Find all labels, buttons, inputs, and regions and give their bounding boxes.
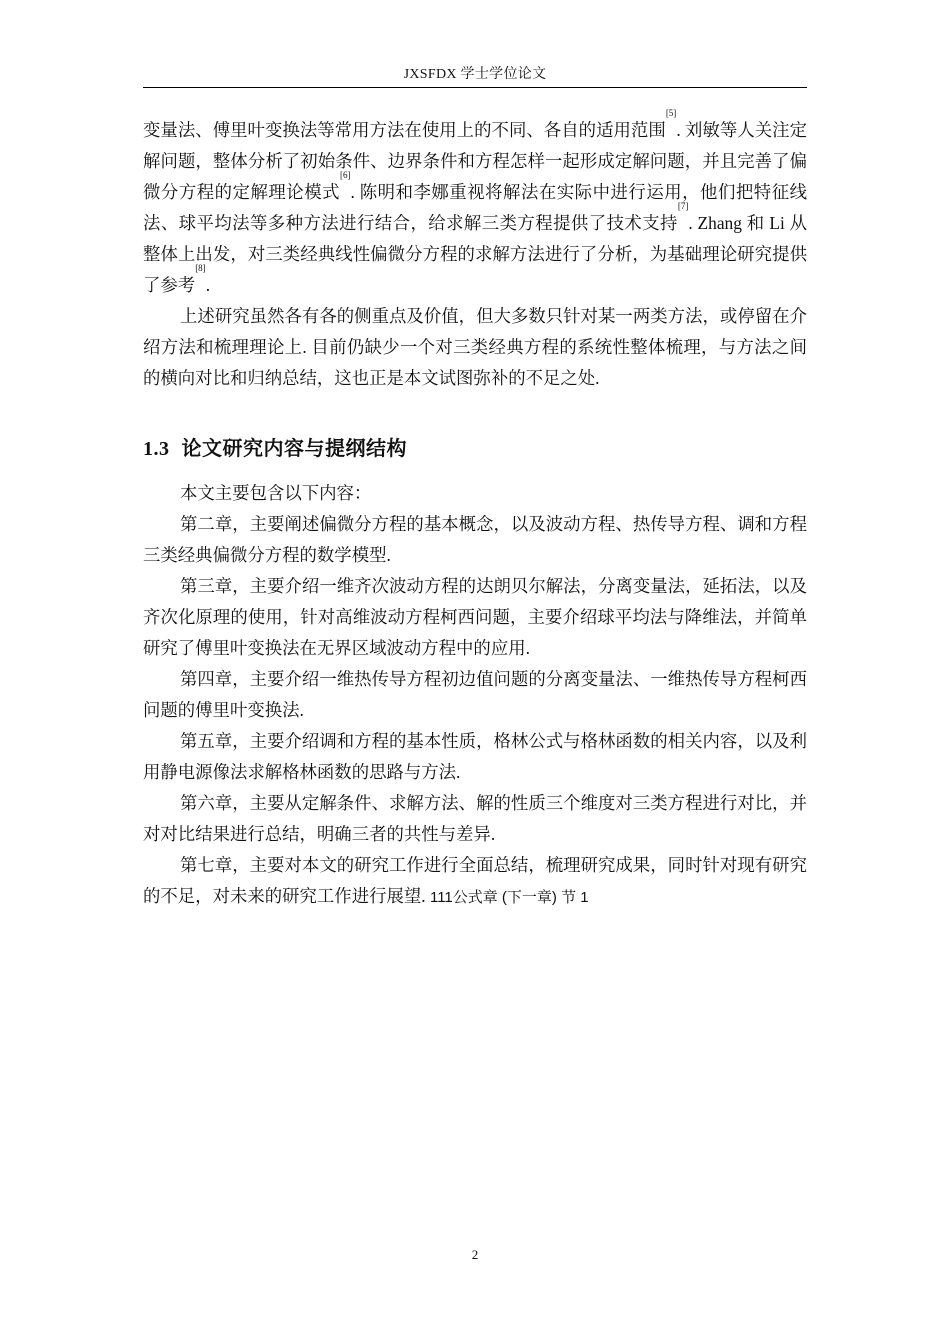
chapter-5-summary: 第五章，主要介绍调和方程的基本性质，格林公式与格林函数的相关内容，以及利用静电源像法求解格林函数的思路与方法. — [143, 731, 807, 782]
chapter-6-summary: 第六章，主要从定解条件、求解方法、解的性质三个维度对三类方程进行对比，并对对比结果进行总结，明确三者的共性与差异. — [143, 793, 807, 844]
chapter-4-summary: 第四章，主要介绍一维热传导方程初边值问题的分离变量法、一维热传导方程柯西问题的傅里叶变换法. — [143, 669, 807, 720]
page-number: 2 — [471, 1247, 479, 1262]
review-text-1: 变量法、傅里叶变换法等常用方法在使用上的不同、各自的适用范围 — [143, 120, 666, 140]
citation-8[interactable]: [8] — [195, 263, 206, 273]
citation-5[interactable]: [5] — [665, 108, 677, 118]
running-header: JXSFDX 学士学位论文 — [403, 67, 547, 82]
citation-6[interactable]: [6] — [340, 170, 351, 180]
chapter-2-summary: 第二章，主要阐述偏微分方程的基本概念，以及波动方程、热传导方程、调和方程三类经典偏微分方程的数学模型. — [143, 514, 807, 565]
section-number: 1.3 — [143, 438, 170, 460]
review-text-4: . Zhang 和 Li 从整体上出发，对三类经典线性偏微分方程的求解方法进行了分析，为基础理论研究提供了参考 — [143, 213, 807, 295]
review-text-5: . — [205, 275, 211, 295]
literature-review-paragraph — [143, 108, 807, 301]
review-text-2: . 刘敏等人关注定解问题，整体分析了初始条件、边界条件和方程怎样一起形成定解问题，并且完善了偏微分方程的定解理论模式 — [143, 120, 807, 202]
page-body — [143, 108, 807, 913]
review-text-3: . 陈明和李娜重视将解法在实际中进行运用，他们把特征线法、球平均法等多种方法进行结合，给求解三类方程提供了技术支持 — [143, 182, 807, 233]
chapter-7-summary — [143, 850, 807, 913]
chapter-3-summary: 第三章，主要介绍一维齐次波动方程的达朗贝尔解法，分离变量法，延拓法，以及齐次化原理的使用，针对高维波动方程柯西问题，主要介绍球平均法与降维法，并简单研究了傅里叶变换法在无界区域波动方程中的应用. — [143, 576, 807, 658]
outline-intro: 本文主要包含以下内容： — [180, 483, 372, 503]
header-rule — [143, 87, 807, 88]
citation-7[interactable]: [7] — [677, 201, 689, 211]
section-title: 论文研究内容与提纲结构 — [181, 438, 407, 460]
section-heading — [143, 432, 807, 466]
chapter-7-text: 第七章，主要对本文的研究工作进行全面总结，梳理研究成果，同时针对现有研究的不足，对未来的研究工作进行展望. — [143, 855, 807, 906]
field-code-text: 111公式章 (下一章) 节 1 — [429, 889, 589, 906]
summary-paragraph: 上述研究虽然各有各的侧重点及价值，但大多数只针对某一两类方法，或停留在介绍方法和梳理理论上. 目前仍缺少一个对三类经典方程的系统性整体梳理，与方法之间的横向对比和归纳总结，这也正是本文试图弥补的不足之处. — [143, 306, 807, 388]
